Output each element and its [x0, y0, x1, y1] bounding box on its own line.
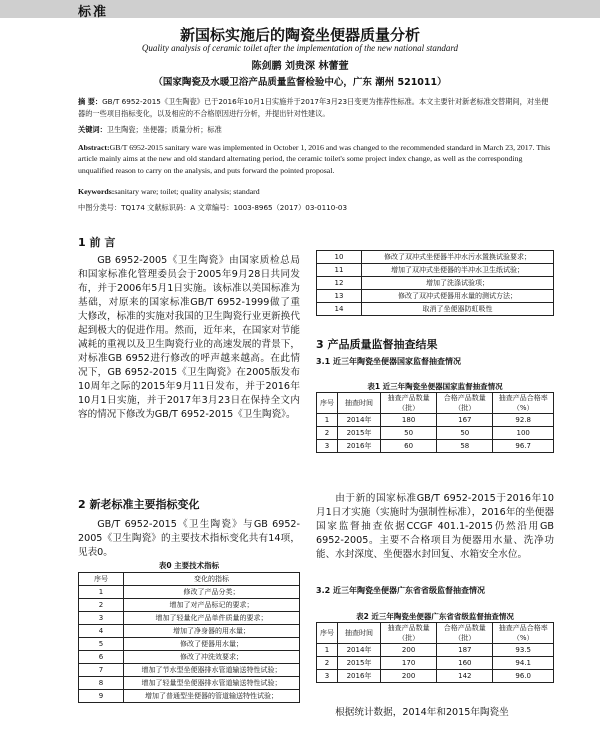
table-cell: 1: [79, 586, 124, 599]
table-cell: 12: [317, 277, 362, 290]
table-cell: 1: [317, 414, 338, 427]
table-cell: 2014年: [338, 644, 381, 657]
abstract-cn-label: 摘 要：: [78, 97, 103, 106]
table1-header: 合格产品数量（批）: [437, 393, 493, 414]
table-cell: 60: [381, 440, 437, 453]
table0-header: 序号: [79, 573, 124, 586]
abstract-en-text: GB/T 6952-2015 sanitary ware was implemented in October 1, 2016 and was changed to the recommended standard in March 23, 2017. This article mainly aims at the new and old standard alternating period, the ceramic toilet's some project index change, as well as the corresponding unqualified reason to carry on the analysis, and puts forward the pointed proposal.: [78, 143, 551, 175]
table-cell: 50: [437, 427, 493, 440]
table-cell: 修改了双冲式坐便器半冲水污水置换试验要求；: [362, 251, 554, 264]
table-cell: 11: [317, 264, 362, 277]
table-row: [79, 651, 300, 664]
table-cell: 增加了对产品标记的要求；: [124, 599, 300, 612]
table2-header: 抽查时间: [338, 623, 381, 644]
table-row: [317, 290, 554, 303]
table2-header: 合格产品数量（批）: [437, 623, 493, 644]
table1: [316, 392, 554, 453]
table-cell: 13: [317, 290, 362, 303]
table-cell: 2015年: [338, 427, 381, 440]
section2-body: GB/T 6952-2015《卫生陶瓷》与GB 6952-2005《卫生陶瓷》的主要技术指标变化共有14项，见表0。: [78, 519, 300, 558]
table-cell: 5: [79, 638, 124, 651]
table2-header: 抽查产品合格率（%）: [493, 623, 554, 644]
table-cell: 14: [317, 303, 362, 316]
section2-heading: 2 新老标准主要指标变化: [78, 498, 200, 511]
table1-header: 抽查产品数量（批）: [381, 393, 437, 414]
table0-caption: 表0 主要技术指标: [158, 561, 220, 570]
table-cell: 100: [493, 427, 554, 440]
table-cell: 187: [437, 644, 493, 657]
article-title-cn: 新国标实施后的陶瓷坐便器质量分析: [179, 26, 420, 44]
keywords-cn: [78, 124, 552, 136]
table-cell: 200: [381, 670, 437, 683]
table-cell: 2: [317, 657, 338, 670]
table-cell: 1: [317, 644, 338, 657]
abstract-en: [78, 142, 552, 176]
table-row: [317, 657, 554, 670]
table-cell: 6: [79, 651, 124, 664]
section3-2-heading: 3.2 近三年陶瓷坐便器广东省省级监督抽查情况: [316, 586, 485, 595]
table-row: [79, 690, 300, 703]
table-row: [79, 599, 300, 612]
table-cell: 10: [317, 251, 362, 264]
table-row: [317, 644, 554, 657]
table-cell: 96.7: [493, 440, 554, 453]
abstract-cn: [78, 96, 552, 119]
table-row: [317, 440, 554, 453]
table-cell: 167: [437, 414, 493, 427]
table-cell: 8: [79, 677, 124, 690]
table-cell: 修改了便器用水量；: [124, 638, 300, 651]
table-cell: 2: [79, 599, 124, 612]
section-label: 标准: [78, 5, 109, 20]
table-row: [317, 670, 554, 683]
table-cell: 142: [437, 670, 493, 683]
abstract-cn-text: GB/T 6952-2015《卫生陶瓷》已于2016年10月1日实施并于2017年3月23日变更为推荐性标准。本文主要针对新老标准交替期间，对坐便器的一些项目指标变化，以及相应的不合格原因进行分析，并提出针对性建议。: [78, 97, 549, 118]
table0-header-row: [79, 573, 300, 586]
keywords-en: [78, 186, 552, 197]
table-cell: 取消了坐便器防虹吸性: [362, 303, 554, 316]
section3-1-heading: 3.1 近三年陶瓷坐便器国家监督抽查情况: [316, 357, 461, 366]
table-cell: 增加了双冲式坐便器的半冲水卫生纸试验；: [362, 264, 554, 277]
table-cell: 增加了净身器的用水量；: [124, 625, 300, 638]
table-row: [317, 277, 554, 290]
section-header-bar: [0, 0, 600, 18]
table1-header-row: [317, 393, 554, 414]
table-row: [79, 586, 300, 599]
table-cell: 2016年: [338, 440, 381, 453]
table-cell: 94.1: [493, 657, 554, 670]
table-cell: 增加了轻量化产品单件质量的要求；: [124, 612, 300, 625]
table-row: [317, 427, 554, 440]
table-cell: 4: [79, 625, 124, 638]
section1-body: GB 6952-2005《卫生陶瓷》由国家质检总局和国家标准化管理委员会于2005年9月28日共同发布，并于2006年5月1日实施。该标准以美国标准为基础，对原来的国家标准GB/T 6952-1999做了重大修改，标准的实施对我国的卫生陶瓷行业更新换代起到极大的促进作用。然而，近年来，在国家对节能减耗的重视以及卫生陶瓷行业的高速发展的背景下，对标准GB 6952进行修改的呼声越来越高。在此情况下，GB 6952-2015《卫生陶瓷》在2005版发布10周年之际的2015年9月11日发布，并于2016年10月1日实施，并于2017年3月23日在保持全文内容的情况下修改为GB/T 6952-2015《卫生陶瓷》。: [78, 255, 300, 420]
table-cell: 93.5: [493, 644, 554, 657]
table-cell: 200: [381, 644, 437, 657]
table-cell: 增加了轻量型坐便器排水管道输送特性试验；: [124, 677, 300, 690]
table-row: [317, 251, 554, 264]
table-cell: 9: [79, 690, 124, 703]
table-cell: 增加了洗涤试验项；: [362, 277, 554, 290]
article-affiliation: （国家陶瓷及水暖卫浴产品质量监督检验中心，广东 潮州 521011）: [153, 77, 447, 88]
table-cell: 增加了节水型坐便器排水管道输送特性试验；: [124, 664, 300, 677]
table-cell: 7: [79, 664, 124, 677]
article-title-en: Quality analysis of ceramic toilet after the implementation of the new national standard: [141, 43, 459, 53]
table-row: [317, 414, 554, 427]
table2-caption: 表2 近三年陶瓷坐便器广东省省级监督抽查情况: [356, 612, 514, 621]
table1-header: 抽查产品合格率（%）: [493, 393, 554, 414]
abstract-en-label: Abstract:: [78, 143, 110, 152]
table-cell: 3: [79, 612, 124, 625]
section3-1-body: 由于新的国家标准GB/T 6952-2015于2016年10月1日才实施（实施时为强制性标准），2016年的坐便器国家监督抽查依据CCGF 401.1-2015仍然沿用GB 6952-2005。主要不合格项目为便器用水量、洗净功能、水封深度、坐便器水封回复、水箱安全水位。: [316, 493, 554, 560]
table-row: [79, 638, 300, 651]
table-row: [79, 612, 300, 625]
table-cell: 修改了双冲式便器用水量的测试方法；: [362, 290, 554, 303]
table-row: [79, 677, 300, 690]
table-cell: 2014年: [338, 414, 381, 427]
classification-line: 中图分类号：TQ174 文献标识码：A 文章编号：1003-8965（2017）03-0110-03: [78, 203, 348, 212]
table1-header: 序号: [317, 393, 338, 414]
table-cell: 58: [437, 440, 493, 453]
table2-header: 抽查产品数量（批）: [381, 623, 437, 644]
keywords-en-text: sanitary ware; toilet; quality analysis; standard: [114, 187, 260, 196]
table-cell: 96.0: [493, 670, 554, 683]
table0: [78, 572, 300, 703]
section3-heading: 3 产品质量监督抽查结果: [316, 338, 438, 351]
table0-continued: [316, 250, 554, 316]
table-row: [79, 625, 300, 638]
table0-header: 变化的指标: [124, 573, 300, 586]
table2-header-row: [317, 623, 554, 644]
table-row: [317, 264, 554, 277]
table-cell: 修改了产品分类；: [124, 586, 300, 599]
section1-heading: 1 前 言: [78, 236, 116, 249]
table-row: [79, 664, 300, 677]
table-cell: 修改了冲洗效要求；: [124, 651, 300, 664]
table-cell: 170: [381, 657, 437, 670]
table2-header: 序号: [317, 623, 338, 644]
table-cell: 2015年: [338, 657, 381, 670]
table-cell: 3: [317, 670, 338, 683]
table-row: [317, 303, 554, 316]
keywords-cn-label: 关键词：: [78, 125, 107, 134]
table1-caption: 表1 近三年陶瓷坐便器国家监督抽查情况: [367, 382, 503, 391]
table-cell: 增加了普通型坐便器的管道输送特性试验；: [124, 690, 300, 703]
table-cell: 2: [317, 427, 338, 440]
table-cell: 180: [381, 414, 437, 427]
table-cell: 92.8: [493, 414, 554, 427]
table-cell: 3: [317, 440, 338, 453]
table-cell: 2016年: [338, 670, 381, 683]
table-cell: 50: [381, 427, 437, 440]
section3-2-body: 根据统计数据，2014年和2015年陶瓷坐: [335, 707, 509, 718]
table-cell: 160: [437, 657, 493, 670]
table1-header: 抽查时间: [338, 393, 381, 414]
keywords-cn-text: 卫生陶瓷；坐便器；质量分析；标准: [106, 125, 222, 134]
article-authors: 陈剑鹏 刘贵深 林蕾萱: [251, 61, 349, 72]
keywords-en-label: Keywords:: [78, 187, 115, 196]
table2: [316, 622, 554, 683]
